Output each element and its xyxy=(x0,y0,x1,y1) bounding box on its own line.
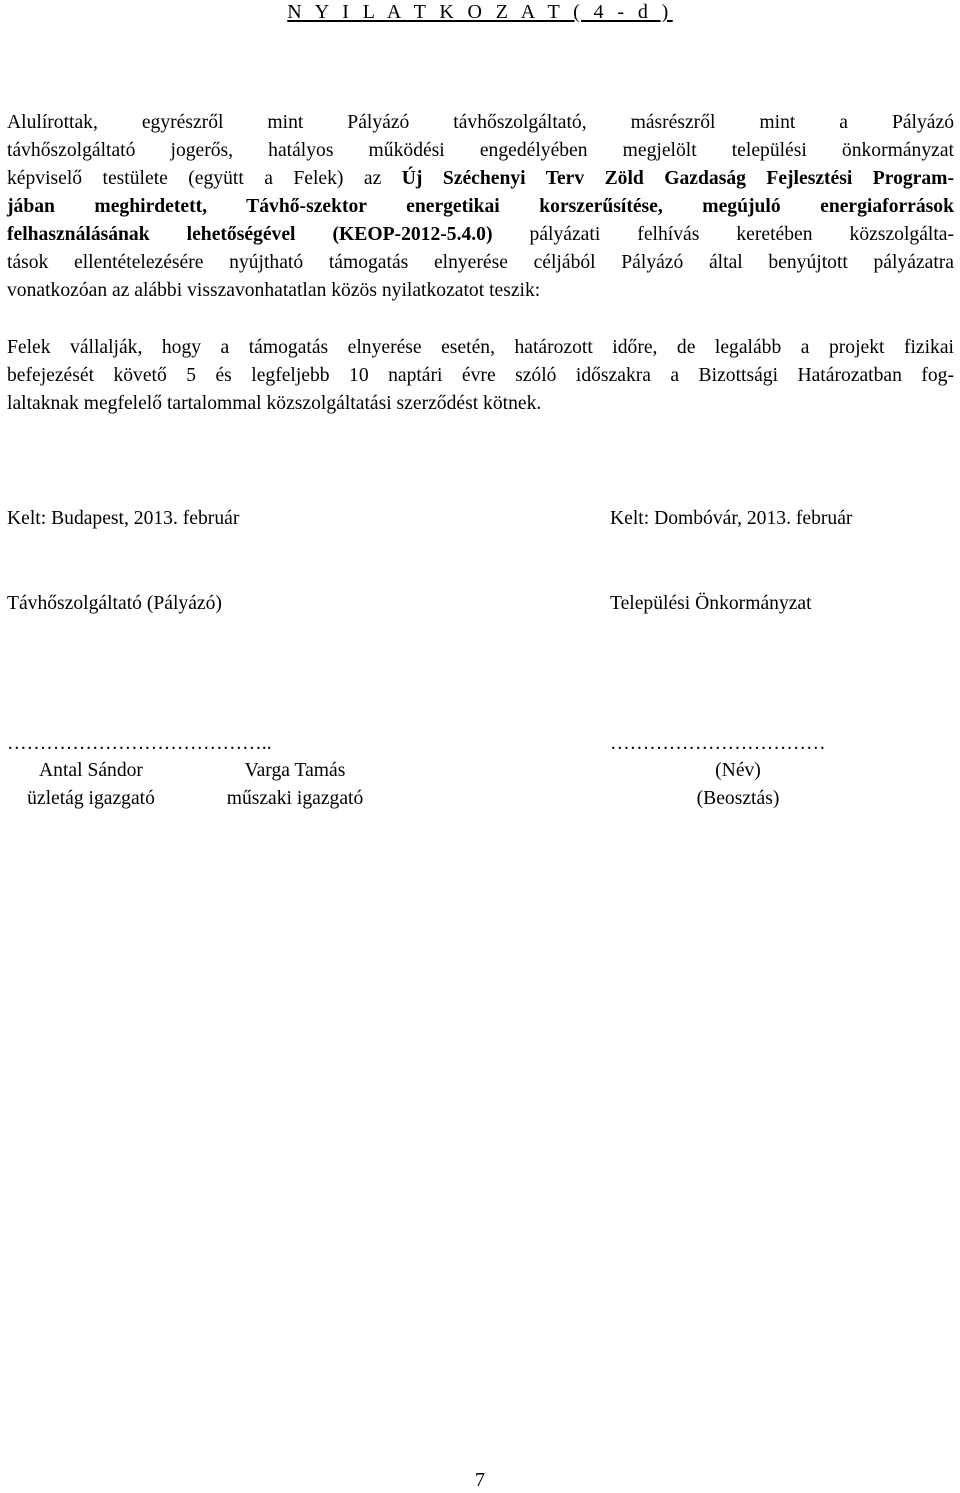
signature-line-right: …………………………… xyxy=(610,733,826,754)
agreement-paragraph xyxy=(7,334,954,418)
program-name-part-2: jában meghirdetett, Távhő-szektor energetikai korszerűsítése, megújuló energiaforrások xyxy=(7,196,954,217)
intro-line-3-text: képviselő testülete (együtt a Felek) az xyxy=(7,168,402,189)
document-title: N Y I L A T K O Z A T ( 4 - d ) xyxy=(287,1,673,23)
signer-3 xyxy=(660,757,816,813)
signature-line-left: ………………………………….. xyxy=(7,733,272,754)
intro-line-1: Alulírottak, egyrészről mint Pályázó távhőszolgáltató, másrészről mint a Pályázó xyxy=(7,112,954,133)
intro-line-6: tások ellentételezésére nyújtható támogatás elnyerése céljából Pályázó által benyújtott pályázatra xyxy=(7,252,954,273)
intro-paragraph xyxy=(7,109,954,305)
page-number: 7 xyxy=(475,1469,485,1491)
signer-3-name: (Név) xyxy=(715,760,761,781)
intro-line-5 xyxy=(7,221,954,249)
place-date-right: Kelt: Dombóvár, 2013. február xyxy=(610,508,853,529)
signer-1-title: üzletág igazgató xyxy=(27,788,155,809)
party-right: Települési Önkormányzat xyxy=(610,593,812,614)
program-name-part-1: Új Széchenyi Terv Zöld Gazdaság Fejlesztési Program- xyxy=(401,168,955,189)
signer-2-name: Varga Tamás xyxy=(244,760,346,781)
agreement-line-2: befejezését követő 5 és legfeljebb 10 naptári évre szóló időszakra a Bizottsági Határozatban fog- xyxy=(7,365,954,386)
place-date-left: Kelt: Budapest, 2013. február xyxy=(7,508,240,529)
intro-line-5-text: pályázati felhívás keretében közszolgálta- xyxy=(492,224,954,245)
intro-line-3 xyxy=(7,165,954,193)
program-name-part-3: felhasználásának lehetőségével (KEOP-2012-5.4.0) xyxy=(7,224,493,245)
signer-2 xyxy=(200,757,390,813)
agreement-line-3: laltaknak megfelelő tartalommal közszolgáltatási szerződést kötnek. xyxy=(7,393,542,414)
intro-line-4 xyxy=(7,193,954,221)
intro-line-2: távhőszolgáltató jogerős, hatályos működési engedélyében megjelölt települési önkormányzat xyxy=(7,140,954,161)
signer-1-name: Antal Sándor xyxy=(39,760,143,781)
signer-1 xyxy=(0,757,182,813)
intro-line-7: vonatkozóan az alábbi visszavonhatatlan közös nyilatkozatot teszik: xyxy=(7,280,541,301)
signer-3-title: (Beosztás) xyxy=(696,788,780,809)
agreement-line-1: Felek vállalják, hogy a támogatás elnyerése esetén, határozott időre, de legalább a projekt fizikai xyxy=(7,337,954,358)
signer-2-title: műszaki igazgató xyxy=(226,788,364,809)
party-left: Távhőszolgáltató (Pályázó) xyxy=(7,593,222,614)
